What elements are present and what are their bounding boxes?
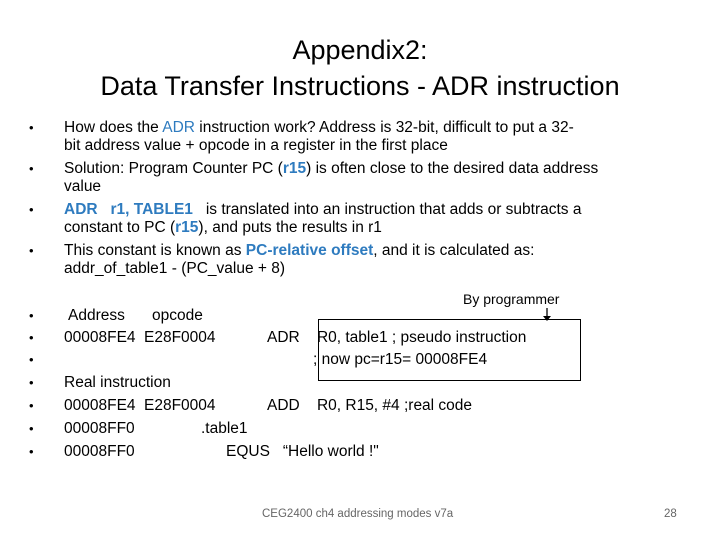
row3-opcode: E28F0004: [144, 397, 216, 414]
header-opcode: opcode: [152, 307, 203, 324]
header-address: Address: [68, 307, 125, 324]
r15-keyword: r15: [282, 160, 307, 177]
adr-keyword: ADR: [162, 119, 195, 136]
slide-title-line2: Data Transfer Instructions - ADR instruction: [100, 71, 620, 101]
bullet-dot: •: [29, 243, 34, 258]
page-number: 28: [664, 508, 677, 520]
row3-instruction: ADD R0, R15, #4 ;real code: [267, 397, 473, 414]
real-instruction-label: Real instruction: [64, 374, 171, 391]
row3-address: 00008FE4: [64, 397, 136, 414]
adr-code: ADR r1, TABLE1: [64, 201, 193, 218]
slide-title-line1: Appendix2:: [292, 35, 428, 65]
row4-address: 00008FF0: [64, 420, 135, 437]
row1-instruction: ADR R0, table1 ; pseudo instruction: [267, 329, 527, 346]
row5-address: 00008FF0: [64, 443, 135, 460]
by-programmer-label: By programmer: [463, 291, 560, 307]
row5-instruction: EQUS “Hello world !": [226, 443, 379, 460]
bullet-dot: •: [29, 120, 34, 135]
pc-relative-offset: PC-relative offset: [245, 242, 374, 259]
bullet-dot: •: [29, 202, 34, 217]
r15-keyword: r15: [175, 219, 199, 236]
slide-footer: CEG2400 ch4 addressing modes v7a: [262, 508, 454, 520]
row2-comment: ; now pc=r15= 00008FE4: [313, 351, 488, 368]
bullet-dot: •: [29, 161, 34, 176]
row1-opcode: E28F0004: [144, 329, 216, 346]
row1-address: 00008FE4: [64, 329, 136, 346]
row4-label: .table1: [201, 420, 248, 437]
